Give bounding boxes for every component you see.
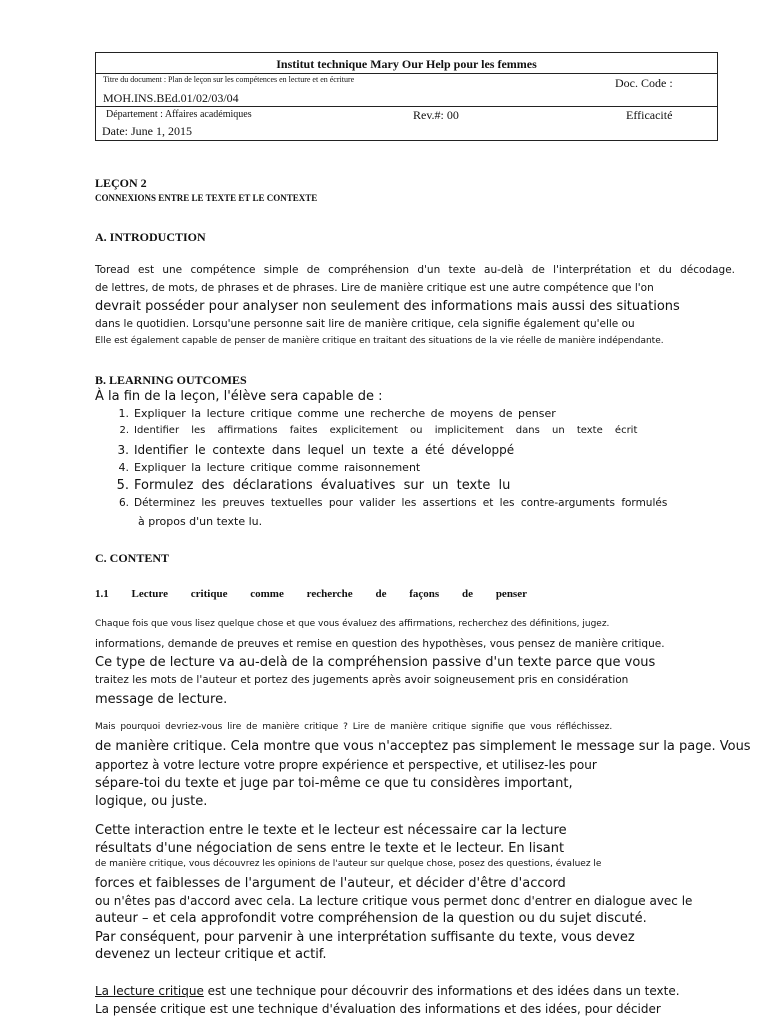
outcome-number: 3. — [117, 443, 129, 457]
outcome-text: Expliquer la lecture critique comme une recherche de moyens de penser — [134, 407, 556, 420]
outcome-number: 5. — [116, 478, 129, 493]
outcome-number: 1. — [118, 407, 129, 420]
paragraph-line: logique, ou juste. — [95, 794, 208, 809]
outcome-item — [111, 478, 510, 493]
subsection-number: 1.1 — [95, 588, 109, 600]
paragraph-line: traitez les mots de l'auteur et portez des jugements après avoir soigneusement pris en considération — [95, 674, 629, 686]
outcome-number: 6. — [118, 497, 129, 509]
effectivity: Efficacité — [626, 108, 673, 122]
intro-heading: A. INTRODUCTION — [95, 230, 206, 244]
outcome-text: Expliquer la lecture critique comme raisonnement — [134, 461, 421, 474]
intro-line-5: Elle est également capable de penser de manière critique en traitant des situations de la vie réelle de manière indépendante. — [95, 336, 664, 346]
outcome-item — [111, 425, 637, 436]
paragraph-line: Par conséquent, pour parvenir à une interprétation suffisante du texte, vous devez — [95, 930, 635, 945]
outcome-item — [111, 443, 514, 457]
outcomes-heading: B. LEARNING OUTCOMES — [95, 373, 247, 387]
lesson-subtitle: CONNEXIONS ENTRE LE TEXTE ET LE CONTEXTE — [95, 193, 318, 203]
outcome-item — [111, 407, 556, 420]
header-row-institution — [96, 53, 717, 74]
paragraph-line: devenez un lecteur critique et actif. — [95, 947, 327, 962]
intro-line-3: devrait posséder pour analyser non seulement des informations mais aussi des situations — [95, 299, 680, 314]
date: Date: June 1, 2015 — [102, 124, 192, 138]
outcome-item — [111, 461, 420, 474]
paragraph-line: auteur – et cela approfondit votre compréhension de la question ou du sujet discuté. — [95, 911, 647, 926]
doc-code-label: Doc. Code : — [615, 76, 673, 90]
lesson-title: LEÇON 2 — [95, 176, 147, 190]
paragraph-line: de manière critique, vous découvrez les opinions de l'auteur sur quelque chose, posez des questions, évaluez le — [95, 859, 602, 869]
doc-code: MOH.INS.BEd.01/02/03/04 — [103, 91, 239, 105]
content-heading: C. CONTENT — [95, 551, 170, 565]
paragraph-line: Cette interaction entre le texte et le lecteur est nécessaire car la lecture — [95, 823, 567, 838]
intro-line-1: Toread est une compétence simple de compréhension d'un texte au-delà de l'interprétation et du décodage. — [95, 264, 735, 276]
paragraph-line: résultats d'une négociation de sens entre le texte et le lecteur. En lisant — [95, 841, 565, 856]
paragraph-line: forces et faiblesses de l'argument de l'auteur, et décider d'être d'accord — [95, 876, 566, 891]
outcome-text: Formulez des déclarations évaluatives sur un texte lu — [134, 478, 511, 493]
outcome-text: Identifier le contexte dans lequel un texte a été développé — [134, 443, 515, 457]
paragraph-line: Mais pourquoi devriez-vous lire de manière critique ? Lire de manière critique signifie que vous réfléchissez. — [95, 722, 613, 732]
outcome-text: Déterminez les preuves textuelles pour valider les assertions et les contre-arguments formulés — [134, 497, 668, 509]
department: Département : Affaires académiques — [106, 109, 252, 120]
paragraph-line: La lecture critique est une technique pour découvrir des informations et des idées dans un texte. — [95, 984, 680, 998]
outcome-item-continued: à propos d'un texte lu. — [138, 515, 263, 528]
outcomes-lead: À la fin de la leçon, l'élève sera capable de : — [95, 389, 383, 404]
header-row-department — [96, 106, 717, 141]
paragraph-line: La pensée critique est une technique d'évaluation des informations et des idées, pour décider — [95, 1002, 661, 1016]
paragraph-line: ou n'êtes pas d'accord avec cela. La lecture critique vous permet donc d'entrer en dialogue avec le — [95, 894, 693, 908]
outcome-text: Identifier les affirmations faites explicitement ou implicitement dans un texte écrit — [134, 425, 638, 436]
outcome-number: 4. — [118, 461, 129, 474]
document-header-table — [95, 52, 718, 141]
header-row-title — [96, 73, 717, 107]
doc-title: Titre du document : Plan de leçon sur les compétences en lecture et en écriture — [103, 75, 355, 84]
paragraph-line: message de lecture. — [95, 692, 228, 707]
subsection-title: 1.1 Lecture critique comme recherche de façons de penser — [95, 588, 527, 600]
outcome-item — [111, 497, 667, 509]
paragraph-line: Ce type de lecture va au-delà de la compréhension passive d'un texte parce que vous — [95, 655, 656, 670]
paragraph-line: sépare-toi du texte et juge par toi-même ce que tu considères important, — [95, 776, 573, 791]
intro-line-2: de lettres, de mots, de phrases et de phrases. Lire de manière critique est une autre compétence que l'on — [95, 282, 654, 294]
revision: Rev.#: 00 — [413, 108, 459, 122]
outcome-number: 2. — [119, 425, 129, 436]
paragraph-line: de manière critique. Cela montre que vous n'acceptez pas simplement le message sur la page. Vous — [95, 739, 751, 754]
paragraph-line: Chaque fois que vous lisez quelque chose et que vous évaluez des affirmations, recherchez des définitions, jugez. — [95, 619, 610, 629]
institution-name: Institut technique Mary Our Help pour les femmes — [276, 57, 537, 71]
paragraph-line: informations, demande de preuves et remise en question des hypothèses, vous pensez de manière critique. — [95, 638, 665, 650]
intro-line-4: dans le quotidien. Lorsqu'une personne sait lire de manière critique, cela signifie également qu'elle ou — [95, 318, 635, 330]
underlined-term: La lecture critique — [95, 984, 204, 998]
paragraph-line: apportez à votre lecture votre propre expérience et perspective, et utilisez-les pour — [95, 758, 597, 772]
